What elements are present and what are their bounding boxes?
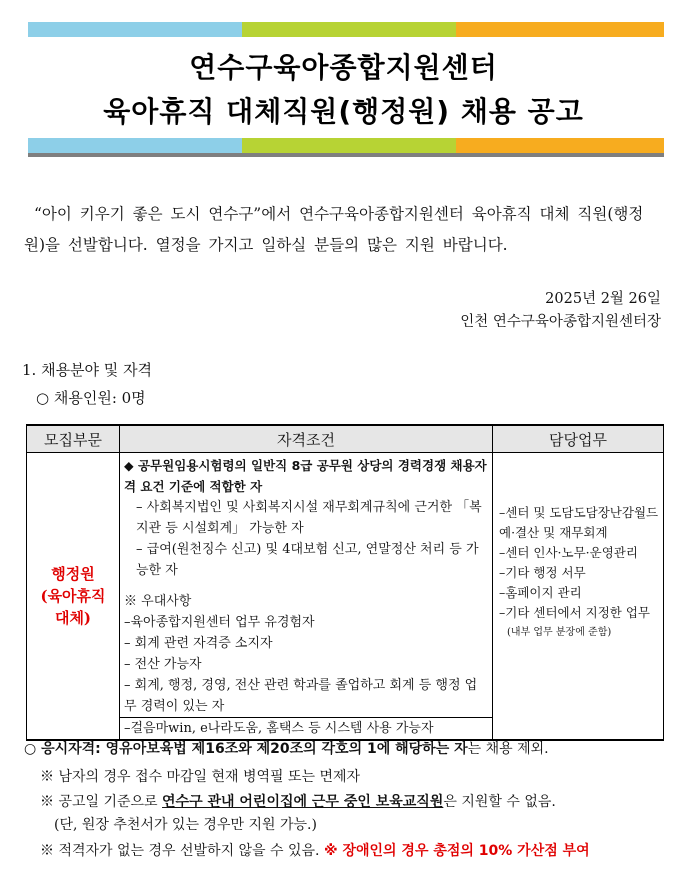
- bar-blue-segment: [28, 22, 242, 37]
- preference-item: – 회계, 행정, 경영, 전산 관련 학과를 졸업하고 회계 등 행정 업무 경력이 있는 자: [124, 678, 478, 714]
- header-qualification: 자격조건: [120, 425, 493, 453]
- header-duties: 담당업무: [493, 425, 664, 453]
- bar-blue-segment: [28, 138, 242, 153]
- table-header-row: [27, 425, 664, 453]
- bar-orange-segment: [456, 138, 664, 153]
- notice-date: 2025년 2월 26일: [545, 291, 661, 307]
- duty-item: –센터 인사·노무·운영관리: [499, 545, 638, 560]
- recruit-count: ○ 채용인원: 0명: [36, 389, 146, 407]
- recommendation-note: (단, 원장 추천서가 있는 경우만 지원 가능.): [54, 817, 317, 833]
- preference-item: – 전산 가능자: [124, 657, 202, 672]
- intro-paragraph: “아이 키우기 좋은 도시 연수구”에서 연수구육아종합지원센터 육아휴직 대체 직원(행정원)을 선발합니다. 열정을 가지고 일하실 분들의 많은 지원 바랍니다.: [24, 205, 644, 254]
- preference-title: ※ 우대사항: [124, 594, 192, 609]
- staff-restriction-note: [40, 791, 556, 811]
- duty-note: (내부 업무 분장에 준함): [507, 627, 612, 638]
- restriction-text-end: 은 지원할 수 없음.: [443, 794, 556, 810]
- selection-text: ※ 적격자가 없는 경우 선발하지 않을 수 있음.: [40, 843, 324, 859]
- preference-item: – 회계 관련 자격증 소지자: [124, 636, 273, 651]
- section-heading: 1. 채용분야 및 자격: [22, 361, 153, 379]
- qualification-item: – 사회복지법인 및 사회복지시설 재무회계규칙에 근거한 「복지관 등 시설회계」 가능한 자: [136, 500, 482, 536]
- qualification-cell: [120, 453, 493, 741]
- department-line: 대체): [54, 609, 92, 627]
- duty-item: –기타 센터에서 지정한 업무: [499, 605, 650, 620]
- duty-item: –기타 행정 서무: [499, 565, 586, 580]
- title-line2: 육아휴직 대체직원(행정원) 채용 공고: [103, 95, 584, 128]
- duty-item: –센터 및 도담도담장난감월드 예·결산 및 재무회계: [499, 505, 659, 540]
- department-line: 행정원: [51, 565, 95, 583]
- department-cell: [27, 453, 120, 741]
- title-line1: 연수구육아종합지원센터: [189, 51, 498, 84]
- restriction-text: ※ 공고일 기준으로: [40, 794, 163, 810]
- header-department: 모집부문: [27, 425, 120, 453]
- recruitment-table: [26, 424, 664, 741]
- preference-item: –걸음마win, e나라도움, 홈택스 등 시스템 사용 가능자: [120, 717, 492, 739]
- department-line: (육아휴직: [40, 587, 106, 605]
- eligibility-suffix: 는 채용 제외.: [467, 741, 549, 757]
- bar-orange-segment: [456, 22, 664, 37]
- selection-note: [40, 840, 590, 860]
- preference-item: –육아종합지원센터 업무 유경험자: [124, 615, 315, 630]
- disability-bonus-note: ※ 장애인의 경우 총점의 10% 가산점 부여: [323, 843, 590, 859]
- bottom-color-bar: [28, 138, 664, 153]
- eligibility-line: [24, 738, 549, 758]
- qualification-item: – 급여(원천징수 신고) 및 4대보험 신고, 연말정산 처리 등 가능한 자: [136, 542, 479, 578]
- eligibility-bold: ○ 응시자격: 영유아보육법 제16조와 제20조의 각호의 1에 해당하는 자: [24, 741, 468, 757]
- bar-green-segment: [242, 138, 456, 153]
- table-row: [27, 453, 664, 741]
- notice-signer: 인천 연수구육아종합지원센터장: [460, 314, 661, 330]
- duties-cell: [493, 453, 664, 741]
- restriction-emphasis: 연수구 관내 어린이집에 근무 중인 보육교직원: [162, 794, 444, 810]
- military-note: ※ 남자의 경우 접수 마감일 현재 병역필 또는 면제자: [40, 769, 361, 785]
- duty-item: –홈페이지 관리: [499, 585, 582, 600]
- qualification-lead: ◆ 공무원임용시험령의 일반직 8급 공무원 상당의 경력경쟁 채용자격 요건 기준에 적합한 자: [124, 458, 487, 494]
- top-color-bar: [28, 22, 664, 37]
- bar-green-segment: [242, 22, 456, 37]
- divider-line: [28, 153, 664, 157]
